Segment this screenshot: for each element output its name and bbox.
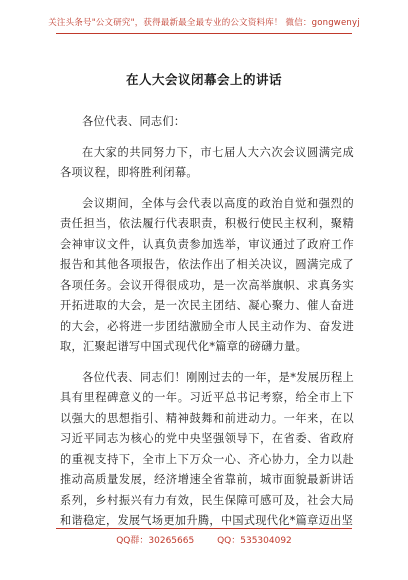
body-paragraph: 会议期间，全体与会代表以高度的政治自觉和强烈的责任担当，依法履行代表职责，积极行使民主权利，聚精会神审议文件，认真负责参加选举，审议通过了政府工作报告和其他各项报告，依法作出了相关决议，圆满完成了各项任务。会议开得很成功，是一次高举旗帜、求真务实开拓进取的大会，是一次民主团结、凝心聚力、催人奋进的大会，必将进一步团结激励全市人民主动作为、奋发进取，汇聚起谱写中国式现代化*篇章的磅礴力量。 bbox=[60, 196, 354, 353]
salutation-paragraph: 各位代表、同志们： bbox=[82, 115, 186, 128]
body-paragraph: 各位代表、同志们！刚刚过去的一年，是*发展历程上具有里程碑意义的一年。习近平总书记考察，给全市上下以强大的思想指引、精神鼓舞和前进动力。一年来，在以习近平同志为核心的党中央坚强领导下，在省委、省政府的重视支持下，全市上下万众一心、齐心协力，全力以赴推动高质量发展，经济增速全省靠前，城市面貌最新讲话系列，乡村振兴有力有效，民生保障可感可及，社会大局和谐稳定，发展气场更加升腾，中国式现代化*篇章迈出坚 bbox=[60, 370, 354, 527]
qq-label: QQ：535304092 bbox=[217, 536, 292, 546]
document-body bbox=[60, 112, 354, 542]
footer-divider bbox=[56, 528, 352, 529]
body-paragraph: 在大家的共同努力下，市七届人大六次会议圆满完成各项议程，即将胜利闭幕。 bbox=[60, 145, 354, 179]
document-title: 在人大会议闭幕会上的讲话 bbox=[125, 72, 282, 87]
watermark-banner-bottom bbox=[0, 533, 408, 546]
header-divider bbox=[56, 33, 352, 34]
qq-group-label: QQ群：30265665 bbox=[116, 536, 195, 546]
watermark-banner-top: 关注头条号"公文研究"，获得最新最全最专业的公文资料库！ 微信：gongwenyj bbox=[48, 18, 360, 28]
